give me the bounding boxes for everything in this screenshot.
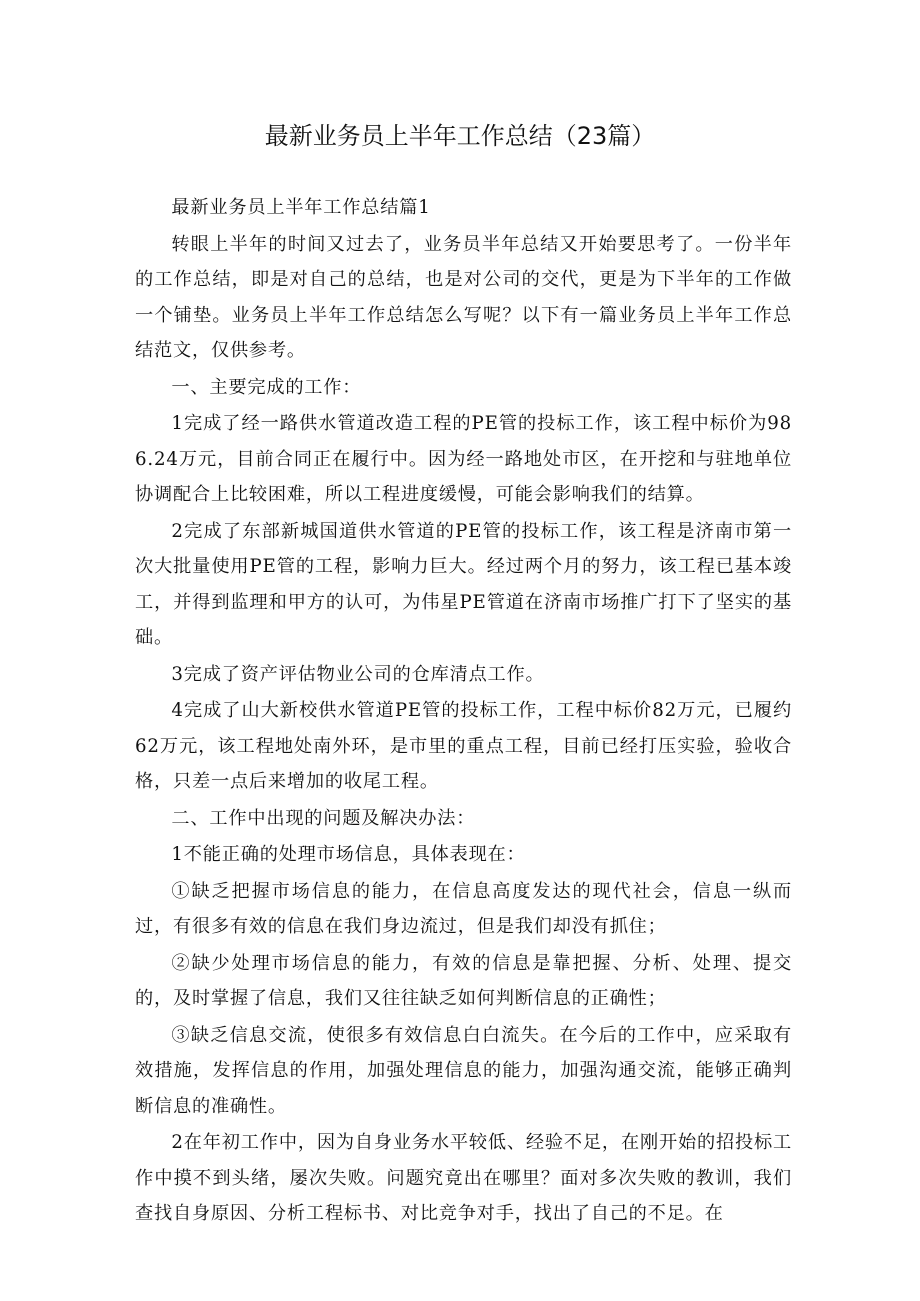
body-paragraph: 3完成了资产评估物业公司的仓库清点工作。 — [171, 663, 545, 685]
section-heading: 最新业务员上半年工作总结篇1 — [171, 197, 431, 218]
section-heading: 二、工作中出现的问题及解决办法： — [171, 807, 476, 829]
body-paragraph: ②缺少处理市场信息的能力，有效的信息是靠把握、分析、处理、提交的，及时掌握了信息，我们又往往缺乏如何判断信息的正确性； — [135, 952, 792, 1009]
body-paragraph: 1完成了经一路供水管道改造工程的PE管的投标工作，该工程中标价为986.24万元，目前合同正在履行中。因为经一路地处市区，在开挖和与驻地单位协调配合上比较困难，所以工程进度缓慢，可能会影响我们的结算。 — [135, 413, 792, 505]
document-body — [135, 190, 792, 1232]
document-title: 最新业务员上半年工作总结（23篇） — [264, 122, 656, 150]
body-paragraph: ③缺乏信息交流，使很多有效信息白白流失。在今后的工作中，应采取有效措施，发挥信息的作用，加强处理信息的能力，加强沟通交流，能够正确判断信息的准确性。 — [135, 1024, 792, 1117]
body-paragraph: 1不能正确的处理市场信息，具体表现在： — [171, 844, 526, 865]
body-paragraph: 2完成了东部新城国道供水管道的PE管的投标工作，该工程是济南市第一次大批量使用PE管的工程，影响力巨大。经过两个月的努力，该工程已基本竣工，并得到监理和甲方的认可，为伟星PE管道在济南市场推广打下了坚实的基础。 — [135, 520, 792, 648]
body-paragraph: 4完成了山大新校供水管道PE管的投标工作，工程中标价82万元，已履约62万元，该工程地处南外环，是市里的重点工程，目前已经打压实验，验收合格，只差一点后来增加的收尾工程。 — [135, 700, 792, 792]
section-heading: 一、主要完成的工作： — [171, 376, 362, 398]
intro-paragraph: 转眼上半年的时间又过去了，业务员半年总结又开始要思考了。一份半年的工作总结，即是对自己的总结，也是对公司的交代，更是为下半年的工作做一个铺垫。业务员上半年工作总结怎么写呢？以下有一篇业务员上半年工作总结范文，仅供参考。 — [135, 233, 792, 361]
body-paragraph: ①缺乏把握市场信息的能力，在信息高度发达的现代社会，信息一纵而过，有很多有效的信息在我们身边流过，但是我们却没有抓住； — [135, 880, 792, 937]
body-paragraph: 2在年初工作中，因为自身业务水平较低、经验不足，在刚开始的招投标工作中摸不到头绪，屡次失败。问题究竟出在哪里？面对多次失败的教训，我们查找自身原因、分析工程标书、对比竞争对手，找出了自己的不足。在 — [135, 1132, 792, 1224]
